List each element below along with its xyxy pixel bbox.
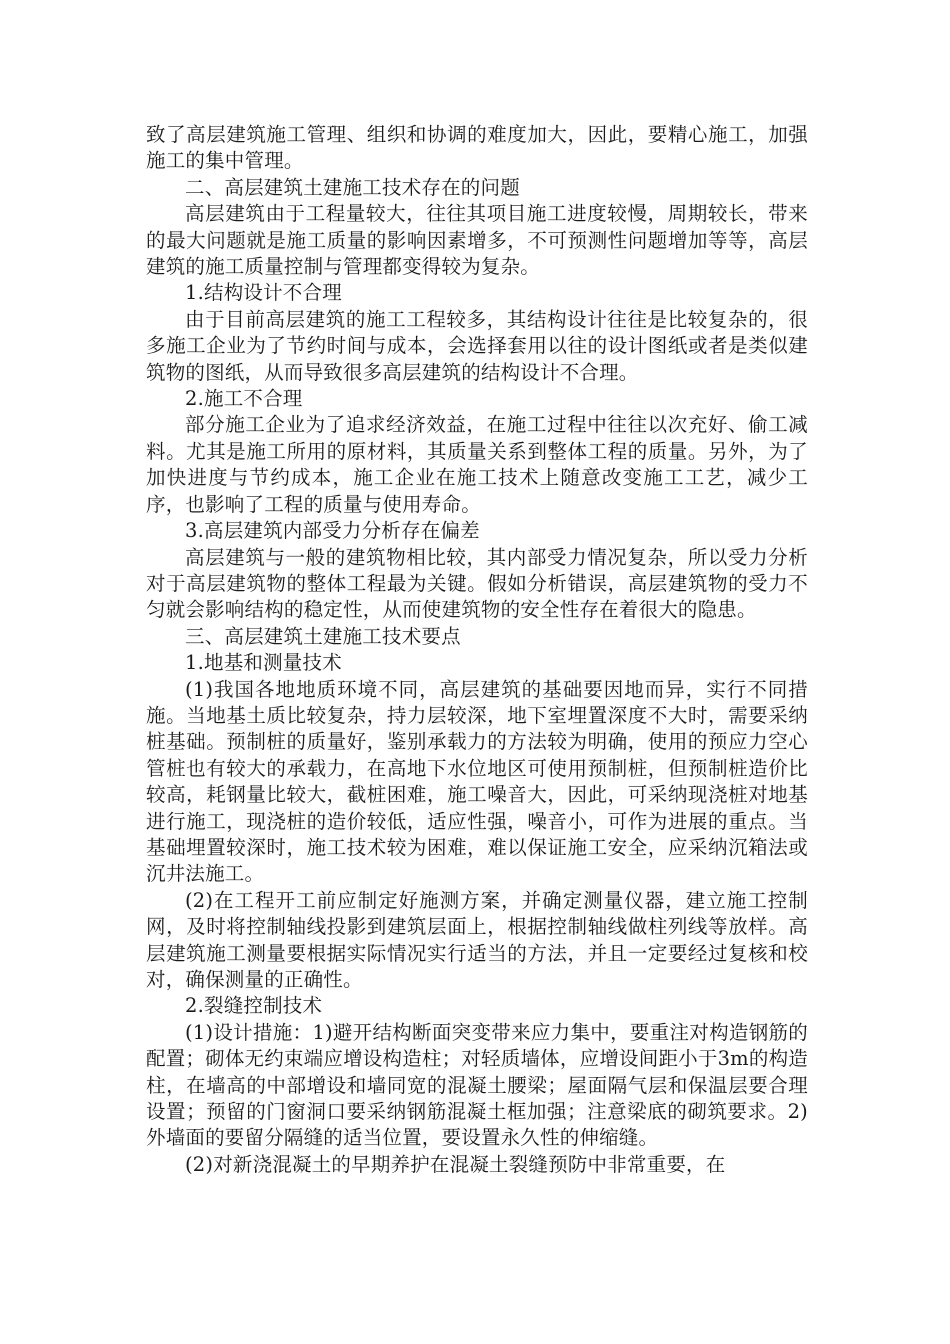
paragraph: 部分施工企业为了追求经济效益，在施工过程中往往以次充好、偷工减料。尤其是施工所用的原材料，其质量关系到整体工程的质量。另外，为了加快进度与节约成本，施工企业在施工技术上随意改变施工工艺，减少工序，也影响了工程的质量与使用寿命。 xyxy=(146,413,808,516)
subheading-structure-design: 1.结构设计不合理 xyxy=(185,281,342,305)
section-heading-2: 二、高层建筑土建施工技术存在的问题 xyxy=(185,175,520,199)
section-heading-3: 三、高层建筑土建施工技术要点 xyxy=(185,624,461,648)
subheading-foundation: 1.地基和测量技术 xyxy=(185,651,342,675)
paragraph: (1)我国各地地质环境不同，高层建筑的基础要因地而异，实行不同措施。当地基土质比较复杂，持力层较深，地下室埋置深度不大时，需要采纳桩基础。预制桩的质量好，鉴别承载力的方法较为明确，使用的预应力空心管桩也有较大的承载力，在高地下水位地区可使用预制桩，但预制桩造价比较高，耗钢量比较大，截桩困难，施工噪音大，因此，可采纳现浇桩对地基进行施工，现浇桩的造价较低，适应性强，噪音小，可作为进展的重点。当基础埋置较深时，施工技术较为困难，难以保证施工安全，应采纳沉箱法或沉井法施工。 xyxy=(146,677,808,886)
subheading-crack-control: 2.裂缝控制技术 xyxy=(185,994,323,1018)
paragraph-continued: 致了高层建筑施工管理、组织和协调的难度加大，因此，要精心施工，加强施工的集中管理。 xyxy=(146,123,808,173)
paragraph: 高层建筑与一般的建筑物相比较，其内部受力情况复杂，所以受力分析对于高层建筑物的整体工程最为关键。假如分析错误，高层建筑物的受力不匀就会影响结构的稳定性，从而使建筑物的安全性存在着很大的隐患。 xyxy=(146,545,808,622)
paragraph: (2)在工程开工前应制定好施测方案，并确定测量仪器，建立施工控制网，及时将控制轴线投影到建筑层面上，根据控制轴线做柱列线等放样。高层建筑施工测量要根据实际情况实行适当的方法，并且一定要经过复核和校对，确保测量的正确性。 xyxy=(146,888,808,991)
paragraph: 由于目前高层建筑的施工工程较多，其结构设计往往是比较复杂的，很多施工企业为了节约时间与成本，会选择套用以往的设计图纸或者是类似建筑物的图纸，从而导致很多高层建筑的结构设计不合理。 xyxy=(146,307,808,384)
paragraph: 高层建筑由于工程量较大，往往其项目施工进度较慢，周期较长，带来的最大问题就是施工质量的影响因素增多，不可预测性问题增加等等，高层建筑的施工质量控制与管理都变得较为复杂。 xyxy=(146,202,808,279)
paragraph: (1)设计措施：1)避开结构断面突变带来应力集中，要重注对构造钢筋的配置；砌体无约束端应增设构造柱；对轻质墙体，应增设间距小于3m的构造柱，在墙高的中部增设和墙同宽的混凝土腰梁；屋面隔气层和保温层要合理设置；预留的门窗洞口要采纳钢筋混凝土框加强；注意梁底的砌筑要求。2)外墙面的要留分隔缝的适当位置，要设置永久性的伸缩缝。 xyxy=(146,1020,808,1150)
paragraph: (2)对新浇混凝土的早期养护在混凝土裂缝预防中非常重要，在 xyxy=(185,1152,726,1176)
subheading-construction: 2.施工不合理 xyxy=(185,387,303,411)
subheading-force-analysis: 3.高层建筑内部受力分析存在偏差 xyxy=(185,519,480,543)
document-page xyxy=(146,122,808,1178)
